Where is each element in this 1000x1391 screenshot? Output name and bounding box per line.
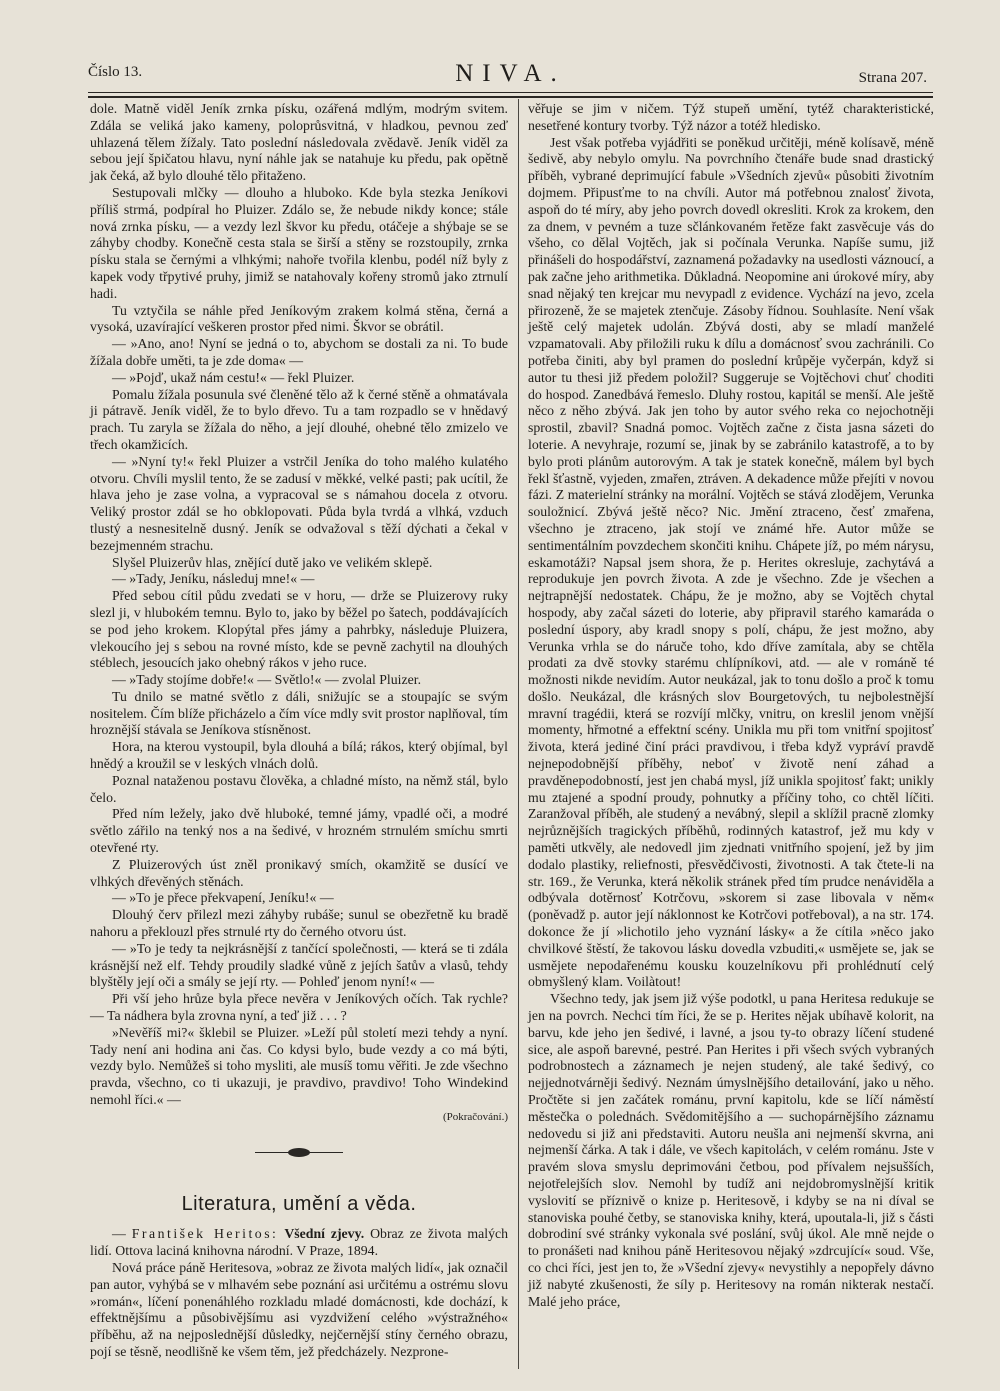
paragraph: věřuje se jim v ničem. Týž stupeň umění, tytéž charakteristické, nesetřené kontury tvorby. Týž názor a totéž hledisko. xyxy=(528,101,934,133)
header-rule-thin xyxy=(88,92,933,93)
paragraph: — »Nyní ty!« řekl Pluizer a vstrčil Jeníka do toho malého kulatého otvoru. Chvíli myslil tento, že se zadusí v měkké, velké pasti; pak ucítil, že hlava jeho je zase volna, a vypracoval se s námahou docela z otvoru. Veliký prostor zdál se ho obklopovati. Půda byla tvrdá a vlhká, vzduch tlustý a nesnesitelně dusný. Jeník se odvažoval s těží dýchati a čekal v bezejmenném strachu. xyxy=(90,453,508,553)
paragraph: dole. Matně viděl Jeník zrnka písku, ozářená mdlým, modrým svitem. Zdála se veliká jako kameny, poloprůsvitná, v hladkou, pevnou zeď uhlazená tělem žížaly. Tato poslední následovala zvědavě. Jeník viděl za sebou její špičatou hlavu, nyní náhle jak se natahuje ku předu, pak opětně jak čeká, až bylo dlouhé tělo přitaženo. xyxy=(90,101,508,184)
paragraph: Jest však potřeba vyjádřiti se poněkud určitěji, méně kolísavě, méně šedivě, aby nebylo omylu. Na povrchního čtenáře bude snad drastický příběh, vybrané deprimující fabule »Všedních zjevů« působiti životním dojmem. Připusťme to na chvíli. Autor má potřebnou znalosť života, aspoň do té míry, aby jeho povrch dovedl okresliti. Krok za krokem, den za dnem, v pevném a tuze sčlánkovaném řetěze fakt zasvěcuje vás do všeho, co dělal Vojtěch, jak si počínala Verunka. Napíše sumu, již přinášeli do hospodářství, zaznamená požadavky na usedlosti váznoucí, a pak začne jeho arithmetika. Důkladná. Neopomine ani úrokové míry, aby snad nějaký ten krejcar mu nevypadl z evidence. Vychází na jevo, zcela přirozeně, že se majetek ztenčuje. Zásoby řídnou. Souhlasíte. Není však ještě celý majetek udolán. Zbývá dosti, aby se mladí manželé vzpamatovali. Aby přiložili ruku k dílu a domácnosť svou zachránili. Co potřeba činiti, aby byl pramen do poslední krůpěje vyčerpán, když si autor tu thesi již předem položil? Suggeruje se Vojtěchovi chuť choditi do hospod. Zanedbává řemeslo. Dluhy rostou, kapitál se menší. Ale ještě něco z něho zbývá. Jak jen toho by autor svého reka co nejochotněji sprostil, zbavil? Snadná pomoc. Vojtěch začne z čista jasna sázeti do loterie. A nevyhraje, rozumí se, jinak by se zabránilo katastrofě, a to by bylo proti plánům autorovým. A tak je statek konečně, málem byl bych řekl šťastně, vyjeden, zmařen, ztráven. A dekadence může přejíti v novou fázi. Z materielní stránky na morální. Vojtěch se stává zlodějem, Verunka souložnicí. Zbývá ještě něco? Nic. Jmění ztraceno, česť zmařena, všechno je ztraceno, jak stojí ve známé hře. Autor může se sentimentálním povzdechem skončiti knihu. Chápete jíž, po mém nárysu, eskamotáži? Napsal jsem shora, že p. Herites okresluje, zachytává a reprodukuje jen povrch života. A zde je všechno. Zde je všechen a nejtrapnější nedostatek. Chápu, že je možno, aby se Vojtěch chytal hospody, aby začal sázeti do loterie, aby připravil starého kamaráda o poslední úspory, aby kradl snopy s polí, chápu, že jest možno, aby Verunka vrhla se do náruče toho, kdo dříve zamítala, aby se chtěla prodati za dvě stovky starému chlípníkovi, atd. — ale v románě té možnosti nikde nevidím. Autor neukázal, jak to tonu došlo a proč k tomu došlo. Neukázal, dle krásných slov Bourgetových, tu nejbolestnější mravní tragédii, která se rozvíjí mlčky, vnitru, on kreslil jenom vnější momenty, hřmotné a effektní scény. Unikla mu při tom vnitřní spojitosť života, která jediné činí práci pravdivou, i třeba když vypráví pravdě nejnepodobnější příběhy, neboť v životě není záhad a pravděnepodobností, jest jen chabá mysl, jíž unikla spojitosť fakt; unikly mu ztajené a spodní proudy, pohnutky a příčiny toho, co chtěl líčiti. Zaranžoval příběh, ale studený a nevábný, slepil a sklížil pracně zlomky nejrůznějších tragických příběhů, rodinných katastrof, jež mu kdy v paměti utkvěly, ale nedovedl jim zjednati vnitřního spojení, jež by jim dodalo plastiky, reliefnosti, přesvědčivosti, životnosti. A tak čtete-li na str. 169., že Verunka, která několik stránek před tím prudce nenáviděla a odbývala dotěrnosť Kotrčovu, »skorem si zase libovala v něm« (poněvadž p. autor její náklonnost ke Kotrčovi potřeboval), a na str. 174. dokonce že jí »lichotilo jeho vyznání lásky« a že cítila »něco jako chvilkové štěstí, že takovou lásku dovedla vzbuditi,« usmějete se, jak se usmějete nepodařenému kousku kouzelníkovu při prohlédnutí celý obmyšlený klam. Voilàtout! xyxy=(528,134,934,990)
paragraph: Tu vztyčila se náhle před Jeníkovým zrakem kolmá stěna, černá a vysoká, uzavírající veškeren prostor před nimi. Škvor se obrátil. xyxy=(90,302,508,335)
paragraph: Slyšel Pluizerův hlas, znějící dutě jako ve velikém sklepě. xyxy=(112,554,433,570)
paragraph: Poznal nataženou postavu člověka, a chladné místo, na němž stál, bylo čelo. xyxy=(90,772,508,805)
paragraph: Pomalu žížala posunula své členěné tělo až k černé stěně a ohmatávala ji pátravě. Jeník viděl, že to bylo dřevo. Tu a tam rozpadlo se v hnědavý prach. Tu zaryla se žížala do něho, a její dlouhé, ohebné tělo zmizelo ve třech okamžicích. xyxy=(90,386,508,452)
paragraph: Dlouhý červ přilezl mezi záhyby rubáše; sunul se obezřetně ku bradě nahoru a překlouzl přes strnulé rty do černého otvoru úst. xyxy=(90,907,508,940)
continuation-line xyxy=(90,1109,508,1126)
continuation-note: (Pokračování.) xyxy=(442,1110,508,1123)
issue-number: Číslo 13. xyxy=(88,64,143,80)
section-title: Literatura, umění a věda. xyxy=(181,1192,417,1215)
paragraph: »Nevěříš mi?« šklebil se Pluizer. »Leží půl století mezi tehdy a nyní. Tady není ani hodina ani čas. Co kdysi bylo, bude vezdy a co má býti, vezdy bylo. Nemůžeš si toho mysliti, ale musíš tomu věřiti. Je zde všechno pravda, všechno, co ti ukazuji, je pravdivo, pravdivo! Toho Windekind nemohl říci.« — xyxy=(90,1024,508,1108)
paragraph: — »Tady, Jeníku, následuj mne!« — xyxy=(112,571,315,587)
paragraph: — »To je přece překvapení, Jeníku!« — xyxy=(112,890,334,906)
column-divider xyxy=(518,99,519,1369)
review-author: František Heritos: xyxy=(131,1226,279,1242)
paragraph: Z Pluizerových úst zněl pronikavý smích, okamžitě se dusící ve vlhkých dřevěných stěnách. xyxy=(90,856,508,889)
paragraph: — »To je tedy ta nejkrásnější z tančící společnosti, — která se ti zdála krásnější než elf. Tehdy proudily sladké vůně z jejích šatův a vlasů, tehdy blyštěly její oči a smály se její rty. — Pohleď jenom nyní!« — xyxy=(90,940,508,990)
paragraph: Tu dnilo se matné světlo z dáli, snižujíc se a stoupajíc se svým nositelem. Čím blíže přicházelo a čím více mdly svit prostor naplňoval, tím hroznější stávala se Jeníkova stísněnost. xyxy=(90,688,508,738)
masthead: NIVA. xyxy=(455,60,566,87)
paragraph: — »Tady stojíme dobře!« — Světlo!« — zvolal Pluizer. xyxy=(112,672,422,688)
ornament-divider xyxy=(90,1148,508,1156)
left-column xyxy=(90,101,508,1361)
paragraph: Všechno tedy, jak jsem již výše podotkl, u pana Heritesa redukuje se jen na povrch. Nechci tím říci, že se p. Herites nějak ubíhavě kolorit, na barvu, kde jeho jen šedivé, i lavné, a jsou ty-to obrazy líčení studené sice, ale aspoň barevné, pestré. Pan Herites i při všech svých vybraných podrobnostech a záznamech je nejen studený, ale také šedivý, co nejjednotvárněji šedivý. Neznám úmyslnějšího detailování, jako u něho. Pročtěte si jen začátek románu, první kapitolu, kde se líčí náměstí městečka o polednách. Svědomitějšího a — suchopárnějšího záznamu nedovedu si již ani představiti. Autoru neušla ani nejmenší skvrna, ani nejmenší čárka. A tak i dále, ve všech kapitolách, v celém románu. Jste v pravém slova smyslu deprimováni četbou, pod přívalem nejsušších, nejotřelejších slov. Nemohl by tudíž ani nejdobromyslnější kritik vyslovití se příznivě o knize p. Heritesově, i kdyby se na ni díval se stanoviska pouhé četby, se stanoviska knihy, která, upoutala-li, již s části dobrodiní své stránky vykonala své poslání, svůj úkol. Ale mně nejde o to pronášeti nad knihou páně Heritesovou nějaký »zdrcující« soud. Vše, co chci říci, jest jen to, že »Všední zjevy« nevystihly a nepopřely dávno již nabyté zkušenosti, že síly p. Heritesovy na román nikterak nestačí. Malé jeho práce, xyxy=(528,991,934,1309)
right-column xyxy=(528,101,934,1310)
review-heading: — František Heritos: Všední zjevy. Obraz ze života malých lidí. Ottova laciná knihovna národní. V Praze, 1894. xyxy=(90,1226,509,1259)
page-number: Strana 207. xyxy=(858,70,927,86)
paragraph: Před sebou cítil půdu zvedati se v horu, — drže se Pluizerovy ruky slezl ji, v hlubokém temnu. Bylo to, jako by běžel po šatech, poddávajících se pod jeho krokem. Klopýtal přes jámy a pahrbky, následuje Pluizera, vlekoucího jej s sebou na rovné místo, kde se pevně zachytil na dlouhých stéblech, jesoucích jako ohebný rákos v jeho ruce. xyxy=(90,588,508,671)
paragraph: Hora, na kterou vystoupil, byla dlouhá a bílá; rákos, který objímal, byl hnědý a kroužil se v leských vlnách dolů. xyxy=(90,739,508,772)
paragraph: Před ním ležely, jako dvě hluboké, temné jámy, vpadlé oči, a modré světlo zářilo na tenký nos a na šedivé, v hrozném strnulém smíchu smrti otevřené rty. xyxy=(90,806,508,856)
paragraph: Sestupovali mlčky — dlouho a hluboko. Kde byla stezka Jeníkovi příliš strmá, podpíral ho Pluizer. Zdálo se, že nebude nikdy konce; stále nová zrnka písku, — a vezdy lezl škvor ku předu, otáčeje a shýbaje se se záhyby chodby. Konečně cesta stala se širší a stěny se rozstoupily, zrnka písku stala se černými a vlhkými; nahoře tvořila klenbu, podél níž byly z kapek vody třpytivé pruhy, jimiž se natahovaly kořeny stromů jako ztrnulí hadi. xyxy=(90,184,508,301)
paragraph: Nová práce páně Heritesova, »obraz ze života malých lidí«, jak označil pan autor, vyhýbá se v mlhavém sebe poznání asi určitému a ostrému slovu »román«, líčení ponenáhlého rozkladu mladé domácnosti, kde dochází, k effektnějšímu a působivějšímu asi vyzdvižení celého »výstražného« příběhu, až na nejposlednější důsledky, nejčernější stíny černého obrazu, pojí se těsně, neodlišně ke všem těm, jež předcházely. Nezprone- xyxy=(90,1260,508,1359)
review-book-title: Všední zjevy. xyxy=(284,1226,365,1242)
paragraph: — »Pojď, ukaž nám cestu!« — řekl Pluizer. xyxy=(112,369,355,385)
paragraph: Při vší jeho hrůze byla přece nevěra v Jeníkových očích. Tak rychle? — Ta nádhera byla zrovna nyní, a teď již . . . ? xyxy=(90,991,508,1024)
paragraph: — »Ano, ano! Nyní se jedná o to, abychom se dostali za ni. To bude žížala dobře uměti, ta je zde doma« — xyxy=(90,336,508,368)
review-bibliography: Obraz ze života malých lidí. Ottova laciná knihovna národní. V Praze, 1894. xyxy=(90,1226,509,1259)
header-rule-thick xyxy=(88,96,933,98)
